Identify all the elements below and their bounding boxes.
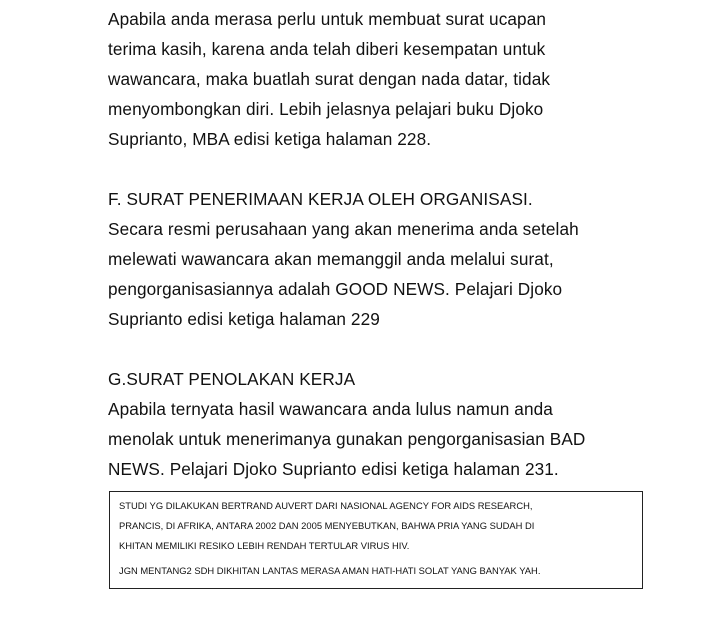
section-f-heading: F. SURAT PENERIMAAN KERJA OLEH ORGANISASI. bbox=[108, 189, 533, 209]
notice-box bbox=[109, 491, 643, 589]
intro-line: Apabila anda merasa perlu untuk membuat surat ucapan bbox=[108, 9, 547, 29]
notice-line: KHITAN MEMILIKI RESIKO LEBIH RENDAH TERTULAR VIRUS HIV. bbox=[119, 540, 410, 551]
section-g-heading: G.SURAT PENOLAKAN KERJA bbox=[108, 369, 356, 389]
intro-line: menyombongkan diri. Lebih jelasnya pelajari buku Djoko bbox=[108, 99, 544, 119]
section-g-line: NEWS. Pelajari Djoko Suprianto edisi ketiga halaman 231. bbox=[108, 459, 559, 479]
section-f bbox=[108, 184, 668, 334]
section-f-line: Suprianto edisi ketiga halaman 229 bbox=[108, 309, 380, 329]
document-body bbox=[108, 4, 668, 484]
notice-line: PRANCIS, DI AFRIKA, ANTARA 2002 DAN 2005 MENYEBUTKAN, BAHWA PRIA YANG SUDAH DI bbox=[119, 520, 535, 531]
section-f-line: Secara resmi perusahaan yang akan menerima anda setelah bbox=[108, 219, 579, 239]
paragraph-spacer bbox=[108, 334, 668, 364]
section-g-line: Apabila ternyata hasil wawancara anda lulus namun anda bbox=[108, 399, 553, 419]
notice-footer: JGN MENTANG2 SDH DIKHITAN LANTAS MERASA AMAN HATI-HATI SOLAT YANG BANYAK YAH. bbox=[119, 565, 541, 576]
intro-line: Suprianto, MBA edisi ketiga halaman 228. bbox=[108, 129, 432, 149]
section-g bbox=[108, 364, 668, 484]
section-g-line: menolak untuk menerimanya gunakan pengorganisasian BAD bbox=[108, 429, 586, 449]
intro-line: wawancara, maka buatlah surat dengan nada datar, tidak bbox=[108, 69, 551, 89]
paragraph-spacer bbox=[108, 154, 668, 184]
section-f-line: melewati wawancara akan memanggil anda melalui surat, bbox=[108, 249, 554, 269]
notice-line: STUDI YG DILAKUKAN BERTRAND AUVERT DARI NASIONAL AGENCY FOR AIDS RESEARCH, bbox=[119, 500, 533, 511]
intro-paragraph bbox=[108, 4, 668, 154]
section-f-line: pengorganisasiannya adalah GOOD NEWS. Pelajari Djoko bbox=[108, 279, 563, 299]
intro-line: terima kasih, karena anda telah diberi kesempatan untuk bbox=[108, 39, 546, 59]
